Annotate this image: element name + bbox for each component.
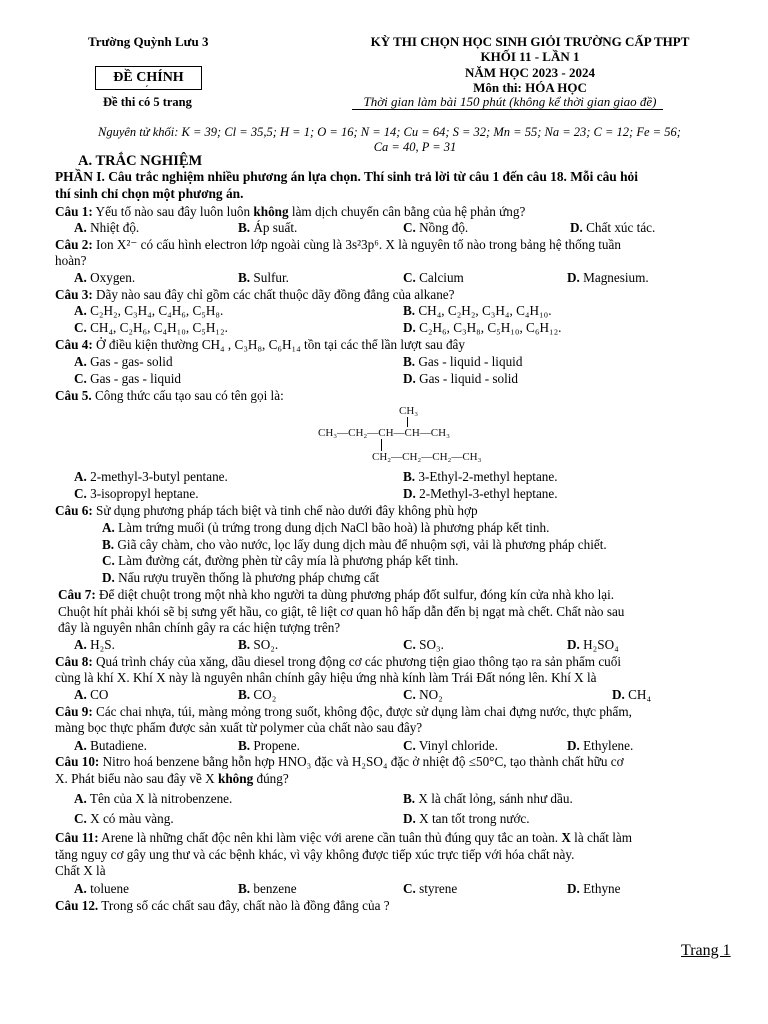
question-9-label: Câu 9: xyxy=(55,704,93,719)
q1-option-c[interactable]: C. Nồng độ. xyxy=(403,220,469,235)
question-1-emphasis: không xyxy=(253,204,289,219)
q11-option-a[interactable]: A. toluene xyxy=(74,881,129,896)
q2-option-b[interactable]: B. Sulfur. xyxy=(238,270,289,285)
part1-intro-line2: thí sinh chỉ chọn một phương án. xyxy=(55,186,244,201)
q4-option-c[interactable]: C. Gas - gas - liquid xyxy=(74,371,181,386)
question-11-cont-1: tăng nguy cơ gây ung thư và các bệnh khác, vì vậy không được tiếp xúc trực tiếp với hóa chất này. xyxy=(55,847,575,862)
q7-option-d[interactable]: D. H₂SO₄ xyxy=(567,637,619,652)
question-11 xyxy=(55,830,632,847)
q3-option-d[interactable]: D. C₂H₆, C₃H₈, C₅H₁₀, C₆H₁₂. xyxy=(403,320,562,335)
structure-bottom-chain: CH₂—CH₂—CH₂—CH₃ xyxy=(372,451,482,463)
question-10-cont xyxy=(55,771,289,788)
header-divider xyxy=(352,109,663,110)
q10-option-a[interactable]: A. Tên của X là nitrobenzene. xyxy=(74,791,233,806)
q9-option-a[interactable]: A. Butadiene. xyxy=(74,738,147,753)
question-4-label: Câu 4: xyxy=(55,337,93,352)
question-10-cont-end: đúng? xyxy=(253,771,289,786)
exam-title: KỲ THI CHỌN HỌC SINH GIỎI TRƯỜNG CẤP THPT xyxy=(370,34,690,49)
question-1-text-end: làm dịch chuyển cân bằng của hệ phản ứng? xyxy=(288,204,526,219)
structure-main-chain: CH₃—CH₂—CH—CH—CH₃ xyxy=(318,427,450,439)
question-3-text: Dãy nào sau đây chỉ gồm các chất thuộc dãy đồng đẳng của alkane? xyxy=(92,287,455,302)
q10-option-b[interactable]: B. X là chất lỏng, sánh như dầu. xyxy=(403,791,573,806)
question-5-label: Câu 5. xyxy=(55,388,92,403)
page-number: Trang 1 xyxy=(681,942,731,959)
q5-option-b[interactable]: B. 3-Ethyl-2-methyl heptane. xyxy=(403,469,558,484)
structural-formula xyxy=(316,404,486,466)
page-count: Đề thi có 5 trang xyxy=(103,95,192,109)
question-7 xyxy=(58,587,614,604)
question-1-text: Yếu tố nào sau đây luôn luôn xyxy=(92,204,254,219)
question-8-label: Câu 8: xyxy=(55,654,93,669)
question-7-cont-1: Chuột hít phải khói sẽ bị sưng yết hầu, co giật, tê liệt cơ quan hô hấp dẫn đến bị ngạt mà chết. Chất nào sau xyxy=(58,604,625,619)
q3-option-b[interactable]: B. CH₄, C₂H₂, C₃H₄, C₄H₁₀. xyxy=(403,303,552,318)
question-11-text: Arene là những chất độc nên khi làm việc với arene cần tuân thủ đúng quy tắc an toàn. xyxy=(98,830,562,845)
question-8-cont: cùng là khí X. Khí X này là nguyên nhân chính gây hiệu ứng nhà kính làm Trái Đất nóng lên. Khí X là xyxy=(55,670,597,685)
atomic-masses-line1: Nguyên tử khối: K = 39; Cl = 35,5; H = 1; O = 16; N = 14; Cu = 64; S = 32; Mn = 55; Na = 23; C = 12; Fe = 56; xyxy=(98,125,681,139)
q5-option-c[interactable]: C. 3-isopropyl heptane. xyxy=(74,486,199,501)
part1-intro-line1: PHẦN I. Câu trắc nghiệm nhiều phương án lựa chọn. Thí sinh trả lời từ câu 1 đến câu 18. Mỗi câu hỏi xyxy=(55,169,638,184)
q6-option-d[interactable]: D. Nấu rượu truyền thống là phương pháp chưng cất xyxy=(102,570,380,585)
q2-option-c[interactable]: C. Calcium xyxy=(403,270,464,285)
question-11-text-end: là chất làm xyxy=(570,830,633,845)
q2-option-a[interactable]: A. Oxygen. xyxy=(74,270,136,285)
q2-option-d[interactable]: D. Magnesium. xyxy=(567,270,649,285)
q3-option-a[interactable]: A. C₂H₂, C₃H₄, C₄H₆, C₅H₈. xyxy=(74,303,224,318)
question-7-label: Câu 7: xyxy=(58,587,96,602)
official-exam-label: ĐỀ CHÍNH xyxy=(113,70,184,85)
q4-option-a[interactable]: A. Gas - gas- solid xyxy=(74,354,173,369)
structure-bottom-bond xyxy=(381,439,382,451)
question-2-text: Ion X²⁻ có cấu hình electron lớp ngoài cùng là 3s²3p⁶. X là nguyên tố nào trong bảng hệ thống tuần xyxy=(92,237,621,252)
atomic-masses-line2: Ca = 40, P = 31 xyxy=(373,140,457,154)
q9-option-d[interactable]: D. Ethylene. xyxy=(567,738,634,753)
exam-grade: KHỐI 11 - LẦN 1 xyxy=(480,49,580,64)
question-10-text: Nitro hoá benzene bằng hỗn hợp HNO₃ đặc và H₂SO₄ đặc ở nhiệt độ ≤50°C, tạo thành chất hữu cơ xyxy=(99,754,624,769)
school-name: Trường Quỳnh Lưu 3 xyxy=(88,34,209,49)
official-mark: ´ xyxy=(145,84,149,96)
question-1 xyxy=(55,204,525,221)
question-6 xyxy=(55,503,478,520)
q7-option-b[interactable]: B. SO₂. xyxy=(238,637,279,652)
question-9-text: Các chai nhựa, túi, màng mỏng trong suốt, không độc, được sử dụng làm chai đựng nước, thực phẩm, xyxy=(92,704,632,719)
section-a-title: A. TRẮC NGHIỆM xyxy=(78,153,203,169)
q1-option-d[interactable]: D. Chất xúc tác. xyxy=(570,220,656,235)
school-year: NĂM HỌC 2023 - 2024 xyxy=(465,65,595,80)
question-10-label: Câu 10: xyxy=(55,754,100,769)
structure-top-group: CH₃ xyxy=(399,405,419,417)
question-2-cont: hoàn? xyxy=(55,253,87,268)
question-5 xyxy=(55,388,284,405)
q10-option-d[interactable]: D. X tan tốt trong nước. xyxy=(403,811,530,826)
question-7-cont-2: đây là nguyên nhân chính gây ra các hiện tượng trên? xyxy=(58,620,341,635)
q7-option-c[interactable]: C. SO₃. xyxy=(403,637,444,652)
q5-option-a[interactable]: A. 2-methyl-3-butyl pentane. xyxy=(74,469,228,484)
q8-option-c[interactable]: C. NO₂ xyxy=(403,687,443,702)
question-5-text: Công thức cấu tạo sau có tên gọi là: xyxy=(91,388,284,403)
exam-subject: Môn thi: HÓA HỌC xyxy=(473,80,587,95)
question-10-emphasis: không xyxy=(217,771,254,786)
question-12-text: Trong số các chất sau đây, chất nào là đồng đẳng của ? xyxy=(98,898,390,913)
q1-option-a[interactable]: A. Nhiệt độ. xyxy=(74,220,140,235)
q9-option-c[interactable]: C. Vinyl chloride. xyxy=(403,738,498,753)
question-4-text: Ở điều kiện thường CH₄ , C₃H₈, C₆H₁₄ tồn tại các thể lần lượt sau đây xyxy=(92,337,466,352)
question-2-label: Câu 2: xyxy=(55,237,93,252)
question-1-label: Câu 1: xyxy=(55,204,93,219)
q9-option-b[interactable]: B. Propene. xyxy=(238,738,300,753)
question-10 xyxy=(55,754,624,771)
question-3 xyxy=(55,287,455,304)
exam-duration: Thời gian làm bài 150 phút (không kể thời gian giao đề) xyxy=(363,94,657,109)
question-8 xyxy=(55,654,621,671)
q8-option-d[interactable]: D. CH₄ xyxy=(612,687,652,702)
question-9-cont: màng bọc thực phẩm được sản xuất từ polymer của chất nào sau đây? xyxy=(55,720,423,735)
q6-option-b[interactable]: B. Giã cây chàm, cho vào nước, lọc lấy dung dịch màu để nhuộm sợi, vải là phương pháp chiết. xyxy=(102,537,607,552)
q3-option-c[interactable]: C. CH₄, C₂H₆, C₄H₁₀, C₅H₁₂. xyxy=(74,320,228,335)
q4-option-b[interactable]: B. Gas - liquid - liquid xyxy=(403,354,523,369)
q4-option-d[interactable]: D. Gas - liquid - solid xyxy=(403,371,519,386)
q11-option-d[interactable]: D. Ethyne xyxy=(567,881,621,896)
question-2 xyxy=(55,237,621,254)
question-3-label: Câu 3: xyxy=(55,287,93,302)
question-7-text: Để diệt chuột trong một nhà kho người ta dùng phương pháp đốt sulfur, đóng kín cửa nhà kho lại. xyxy=(95,587,615,602)
question-8-text: Quá trình cháy của xăng, dầu diesel trong động cơ các phương tiện giao thông tạo ra sản phẩm cuối xyxy=(92,654,622,669)
q6-option-a[interactable]: A. Làm trứng muối (ủ trứng trong dung dịch NaCl bão hoà) là phương pháp kết tinh. xyxy=(102,520,550,535)
q8-option-a[interactable]: A. CO xyxy=(74,687,109,702)
question-6-label: Câu 6: xyxy=(55,503,93,518)
q1-option-b[interactable]: B. Áp suất. xyxy=(238,220,298,235)
question-11-label: Câu 11: xyxy=(55,830,99,845)
q6-option-c[interactable]: C. Làm đường cát, đường phèn từ cây mía là phương pháp kết tinh. xyxy=(102,553,459,568)
question-10-cont-text: X. Phát biểu nào sau đây về X xyxy=(55,771,218,786)
question-12-label: Câu 12. xyxy=(55,898,99,913)
question-4 xyxy=(55,337,465,354)
question-12 xyxy=(55,898,390,915)
structure-top-bond xyxy=(407,417,408,427)
question-11-cont-2: Chất X là xyxy=(55,863,106,878)
q8-option-b[interactable]: B. CO₂ xyxy=(238,687,277,702)
question-11-emphasis: X xyxy=(561,830,571,845)
q11-option-c[interactable]: C. styrene xyxy=(403,881,458,896)
question-6-text: Sử dụng phương pháp tách biệt và tinh chế nào dưới đây không phù hợp xyxy=(92,503,478,518)
q7-option-a[interactable]: A. H₂S. xyxy=(74,637,115,652)
question-9 xyxy=(55,704,632,721)
q11-option-b[interactable]: B. benzene xyxy=(238,881,297,896)
q5-option-d[interactable]: D. 2-Methyl-3-ethyl heptane. xyxy=(403,486,558,501)
q10-option-c[interactable]: C. X có màu vàng. xyxy=(74,811,174,826)
